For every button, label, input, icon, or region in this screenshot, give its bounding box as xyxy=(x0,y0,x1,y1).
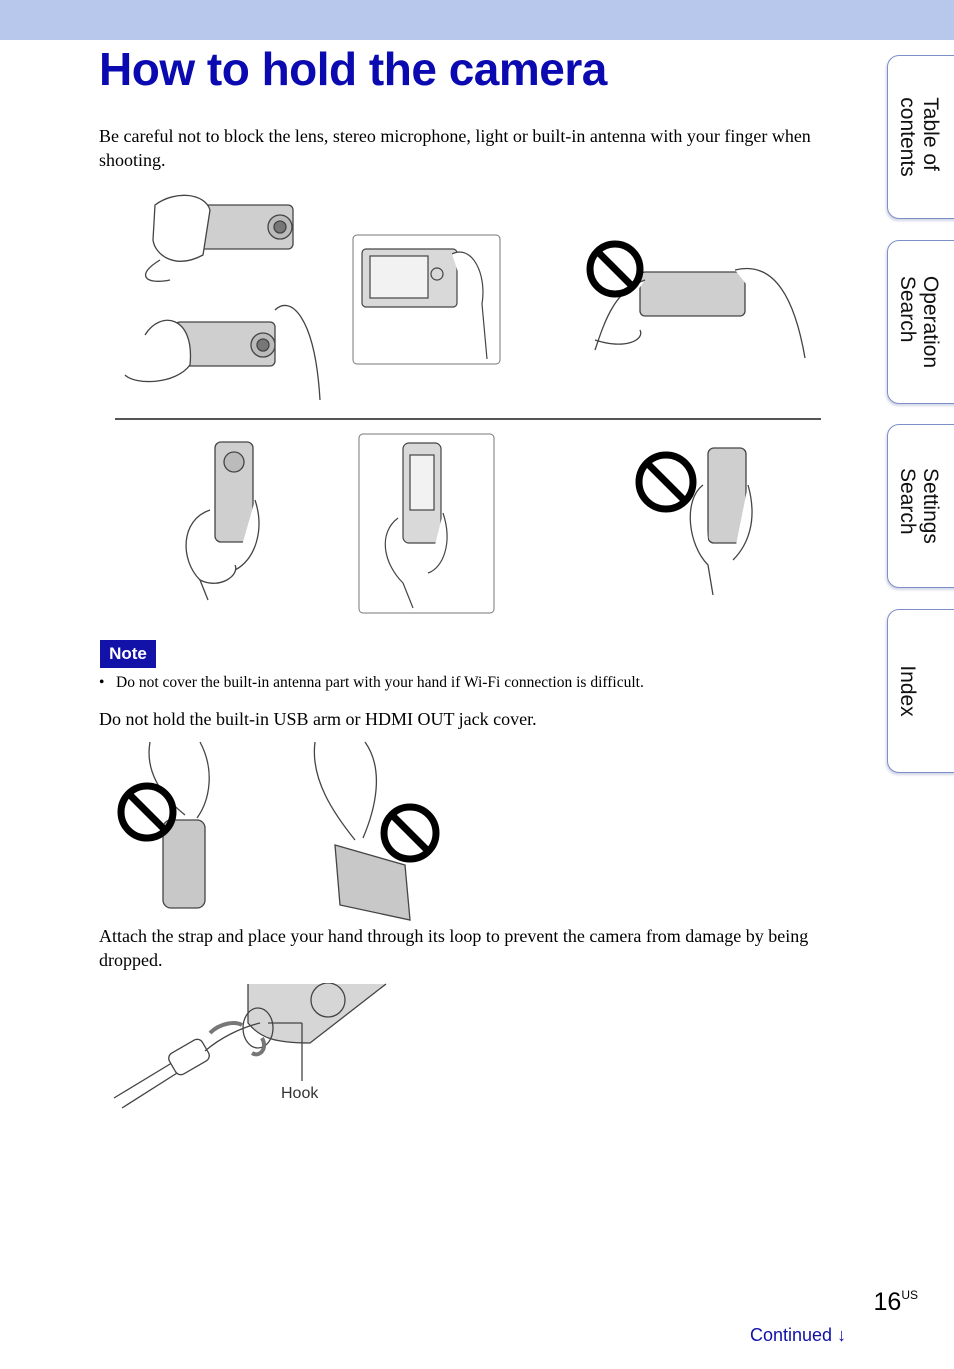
usb-warning-text: Do not hold the built-in USB arm or HDMI OUT jack cover. xyxy=(99,709,537,729)
illustration-landscape-lcd-view xyxy=(352,234,502,366)
section-divider xyxy=(115,418,821,420)
page-suffix: US xyxy=(901,1288,918,1302)
header-bar xyxy=(0,0,954,40)
tab-table-of-contents[interactable] xyxy=(887,55,954,219)
tab-table-of-contents-label: Table of contents xyxy=(896,97,942,177)
page-title: How to hold the camera xyxy=(99,43,607,95)
page-number: $16^{US}$ xyxy=(873,1288,918,1316)
tab-settings-search[interactable] xyxy=(887,424,954,588)
hook-label: Hook xyxy=(281,1085,319,1102)
illustration-hdmi-cover-wrong xyxy=(305,740,443,925)
note-bullet-text: Do not cover the built-in antenna part with your hand if Wi-Fi connection is difficult. xyxy=(116,674,644,691)
illustration-landscape-hold-ok xyxy=(115,185,325,410)
illustration-landscape-hold-wrong xyxy=(585,240,810,360)
illustration-portrait-hold-wrong xyxy=(633,445,763,600)
tab-index-label: Index xyxy=(896,665,919,717)
illustration-portrait-lcd-view xyxy=(358,433,495,614)
tab-settings-search-label: Settings Search xyxy=(896,468,942,544)
arrow-down-icon: ↓ xyxy=(837,1325,847,1345)
tab-index[interactable] xyxy=(887,609,954,773)
intro-text: Be careful not to block the lens, stereo microphone, light or built-in antenna with your finger when shooting. xyxy=(99,126,811,170)
note-badge: Note xyxy=(100,640,156,668)
strap-instruction-text: Attach the strap and place your hand through its loop to prevent the camera from damage by being dropped. xyxy=(99,926,809,970)
illustration-strap-hook xyxy=(110,983,390,1113)
tab-operation-search-label: Operation Search xyxy=(896,275,942,369)
illustration-portrait-hold-ok xyxy=(180,440,270,605)
tab-operation-search[interactable] xyxy=(887,240,954,404)
illustration-usb-arm-wrong xyxy=(115,740,225,910)
continued-link[interactable]: Continued ↓ xyxy=(750,1325,847,1345)
note-bullet: • Do not cover the built-in antenna part with your hand if Wi-Fi connection is difficult. xyxy=(99,674,644,691)
